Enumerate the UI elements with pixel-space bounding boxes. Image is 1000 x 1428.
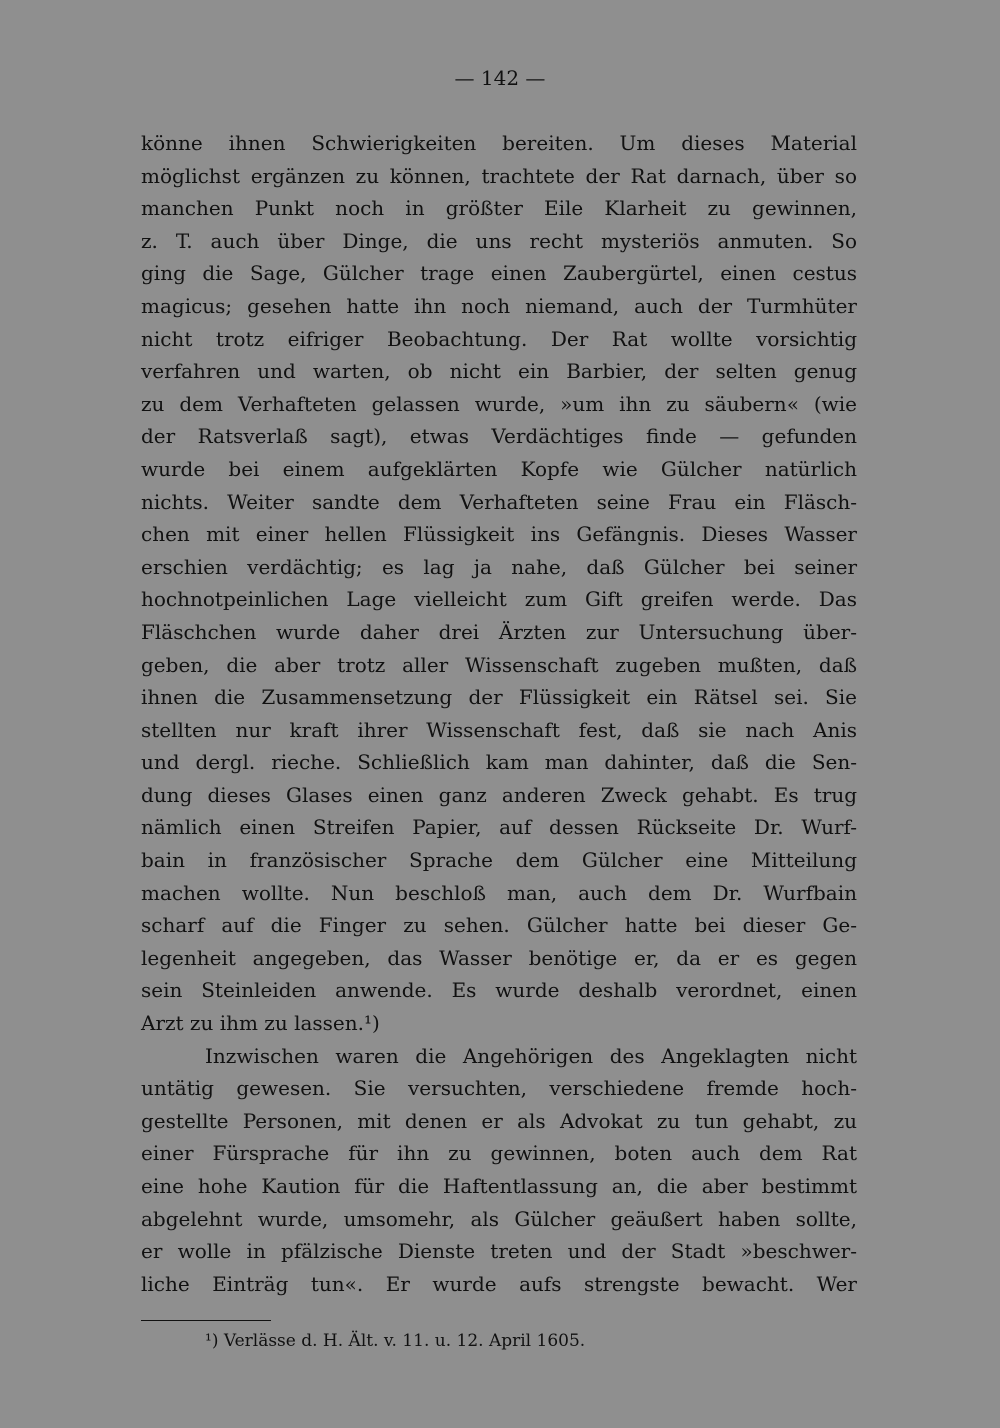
text-line: z. T. auch über Dinge, die uns recht mysteriös anmuten. So: [141, 228, 857, 253]
text-line: wurde bei einem aufgeklärten Kopfe wie Gülcher natürlich: [141, 456, 857, 481]
text-line: dung dieses Glases einen ganz anderen Zweck gehabt. Es trug: [141, 782, 857, 807]
text-line: einer Fürsprache für ihn zu gewinnen, boten auch dem Rat: [141, 1141, 857, 1166]
text-line: hochnotpeinlichen Lage vielleicht zum Gift greifen werde. Das: [141, 587, 857, 612]
text-line: Arzt zu ihm zu lassen.¹): [141, 1011, 380, 1036]
text-line: der Ratsverlaß sagt), etwas Verdächtiges finde — gefunden: [141, 424, 857, 449]
body-text: [141, 127, 857, 1300]
text-line: stellten nur kraft ihrer Wissenschaft fest, daß sie nach Anis: [141, 717, 857, 742]
text-line: sein Steinleiden anwende. Es wurde deshalb verordnet, einen: [141, 978, 857, 1003]
text-line: zu dem Verhafteten gelassen wurde, »um ihn zu säubern« (wie: [141, 391, 857, 416]
text-line: erschien verdächtig; es lag ja nahe, daß Gülcher bei seiner: [141, 554, 857, 579]
text-line: Fläschchen wurde daher drei Ärzten zur Untersuchung über-: [141, 619, 857, 644]
text-line: er wolle in pfälzische Dienste treten und der Stadt »beschwer-: [141, 1239, 857, 1264]
text-line: magicus; gesehen hatte ihn noch niemand, auch der Turmhüter: [141, 293, 857, 318]
text-line: ihnen die Zusammensetzung der Flüssigkeit ein Rätsel sei. Sie: [141, 685, 857, 710]
text-line: untätig gewesen. Sie versuchten, verschiedene fremde hoch-: [141, 1076, 857, 1101]
page-number: — 142 —: [454, 66, 546, 90]
text-line: nicht trotz eifriger Beobachtung. Der Rat wollte vorsichtig: [141, 326, 857, 351]
text-line: möglichst ergänzen zu können, trachtete der Rat darnach, über so: [141, 163, 857, 188]
footnote-divider: [141, 1320, 271, 1321]
text-line: Inzwischen waren die Angehörigen des Angeklagten nicht: [205, 1043, 857, 1068]
text-line: nämlich einen Streifen Papier, auf dessen Rückseite Dr. Wurf-: [141, 815, 857, 840]
text-line: ging die Sage, Gülcher trage einen Zaubergürtel, einen cestus: [141, 261, 857, 286]
text-line: und dergl. rieche. Schließlich kam man dahinter, daß die Sen-: [141, 750, 857, 775]
text-line: geben, die aber trotz aller Wissenschaft zugeben mußten, daß: [141, 652, 857, 677]
text-line: eine hohe Kaution für die Haftentlassung an, die aber bestimmt: [141, 1174, 857, 1198]
paragraph: [141, 127, 857, 1040]
text-line: legenheit angegeben, das Wasser benötige er, da er es gegen: [141, 945, 857, 970]
text-line: manchen Punkt noch in größter Eile Klarheit zu gewinnen,: [141, 196, 857, 221]
text-line: machen wollte. Nun beschloß man, auch dem Dr. Wurfbain: [141, 880, 857, 905]
text-line: bain in französischer Sprache dem Gülcher eine Mitteilung: [141, 848, 857, 873]
paragraph: [141, 1040, 857, 1301]
text-line: nichts. Weiter sandte dem Verhafteten seine Frau ein Fläsch-: [141, 489, 857, 514]
text-line: könne ihnen Schwierigkeiten bereiten. Um dieses Material: [141, 131, 857, 155]
footnote: ¹) Verlässe d. H. Ält. v. 11. u. 12. April 1605.: [205, 1331, 586, 1351]
text-line: gestellte Personen, mit denen er als Advokat zu tun gehabt, zu: [141, 1108, 857, 1133]
text-line: scharf auf die Finger zu sehen. Gülcher hatte bei dieser Ge-: [141, 913, 857, 938]
text-line: verfahren und warten, ob nicht ein Barbier, der selten genug: [141, 359, 857, 384]
text-line: abgelehnt wurde, umsomehr, als Gülcher geäußert haben sollte,: [141, 1206, 857, 1231]
text-line: liche Einträg tun«. Er wurde aufs strengste bewacht. Wer: [141, 1271, 857, 1296]
text-line: chen mit einer hellen Flüssigkeit ins Gefängnis. Dieses Wasser: [141, 522, 857, 547]
